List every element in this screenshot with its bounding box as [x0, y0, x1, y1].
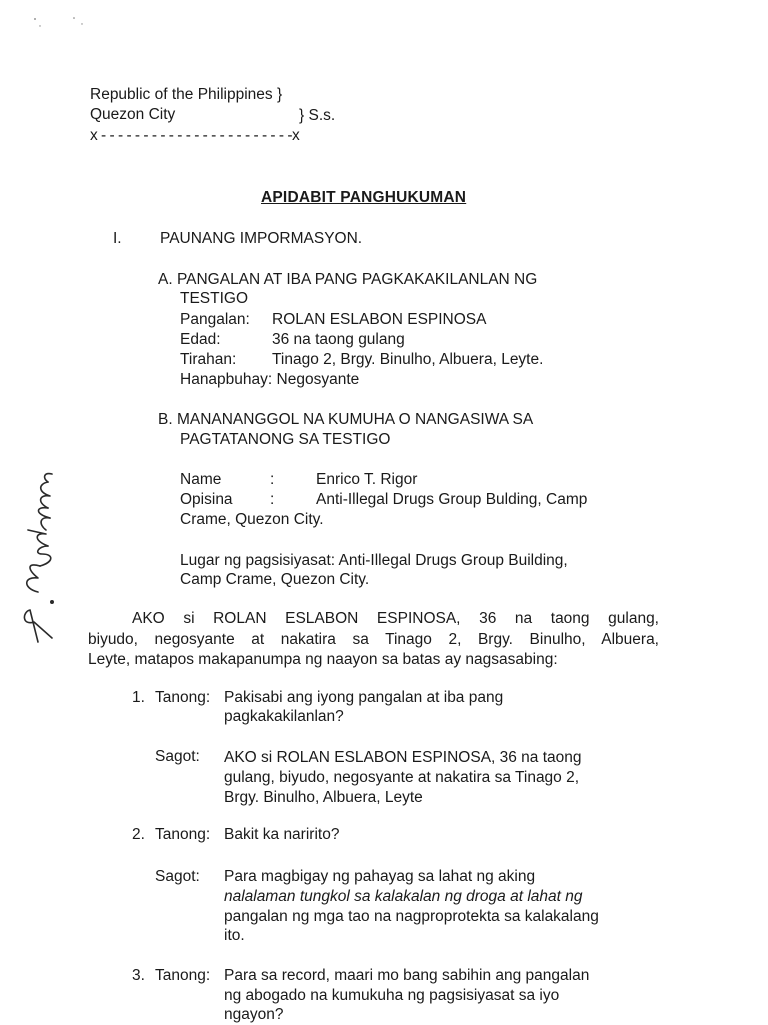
header-separator: x - - - - - - - - - - - - - - - - - - - - - - -x — [90, 127, 300, 144]
qa-2-question-label: Tanong: — [155, 826, 211, 843]
qa-1-answer-line-3: Brgy. Binulho, Albuera, Leyte — [224, 789, 423, 806]
qa-2-answer-line-1: Para magbigay ng pahayag sa lahat ng aking — [224, 868, 536, 885]
section-b-heading: B. MANANANGGOL NA KUMUHA O NANGASIWA SA — [158, 411, 534, 428]
investigation-place-cont: Camp Crame, Quezon City. — [180, 571, 370, 588]
lawyer-office-colon: : — [270, 491, 275, 508]
intro-line-2: biyudo, negosyante at nakatira sa Tinago 2, Brgy. Binulho, Albuera, — [88, 631, 659, 648]
header-jurisdiction-line: Republic of the Philippines } — [90, 86, 283, 103]
field-label-address: Tirahan: — [180, 351, 237, 368]
header-city: Quezon City — [90, 106, 176, 123]
field-label-name: Pangalan: — [180, 311, 250, 328]
intro-line-1: AKO si ROLAN ESLABON ESPINOSA, 36 na taong gulang, — [132, 610, 659, 627]
document-title: APIDABIT PANGHUKUMAN — [261, 189, 467, 206]
investigation-place: Lugar ng pagsisiyasat: Anti-Illegal Drugs Group Building, — [180, 552, 568, 569]
lawyer-office-label: Opisina — [180, 491, 233, 508]
qa-2-question-line-1: Bakit ka naririto? — [224, 826, 340, 843]
field-value-age: 36 na taong gulang — [272, 331, 405, 348]
field-value-name: ROLAN ESLABON ESPINOSA — [272, 311, 487, 328]
qa-1-question-line-1: Pakisabi ang iyong pangalan at iba pang — [224, 689, 504, 706]
qa-2-answer-line-2: nalalaman tungkol sa kalakalan ng droga at lahat ng — [224, 888, 583, 905]
qa-1-answer-line-2: gulang, biyudo, negosyante at nakatira sa Tinago 2, — [224, 769, 580, 786]
qa-1-answer-line-1: AKO si ROLAN ESLABON ESPINOSA, 36 na taong — [224, 749, 582, 766]
intro-line-3: Leyte, matapos makapanumpa ng naayon sa batas ay nagsasabing: — [88, 651, 558, 668]
lawyer-office-cont: Crame, Quezon City. — [180, 511, 324, 528]
qa-3-question-line-3: ngayon? — [224, 1006, 284, 1023]
qa-2-answer-label: Sagot: — [155, 868, 200, 885]
section-b-heading-cont: PAGTATANONG SA TESTIGO — [180, 431, 391, 448]
lawyer-name-colon: : — [270, 471, 275, 488]
qa-3-number: 3. — [132, 967, 145, 984]
qa-1-question-line-2: pagkakakilanlan? — [224, 708, 344, 725]
qa-2-answer-line-4: ito. — [224, 927, 245, 944]
qa-3-question-label: Tanong: — [155, 967, 211, 984]
qa-2-number: 2. — [132, 826, 145, 843]
qa-3-question-line-1: Para sa record, maari mo bang sabihin ang pangalan — [224, 967, 590, 984]
qa-3-question-line-2: ng abogado na kumukuha ng pagsisiyasat sa iyo — [224, 987, 560, 1004]
field-occupation: Hanapbuhay: Negosyante — [180, 371, 360, 388]
scan-specks — [0, 0, 120, 40]
lawyer-name-label: Name — [180, 471, 222, 488]
lawyer-office-value: Anti-Illegal Drugs Group Bulding, Camp — [316, 491, 588, 508]
section-a-heading-cont: TESTIGO — [180, 290, 249, 307]
qa-1-number: 1. — [132, 689, 145, 706]
qa-1-question-label: Tanong: — [155, 689, 211, 706]
field-label-age: Edad: — [180, 331, 221, 348]
qa-1-answer-label: Sagot: — [155, 748, 200, 765]
handwritten-signature — [8, 470, 68, 650]
qa-2-answer-line-3: pangalan ng mga tao na nagproprotekta sa kalakalang — [224, 908, 599, 925]
field-value-address: Tinago 2, Brgy. Binulho, Albuera, Leyte. — [272, 351, 544, 368]
section-1-heading: PAUNANG IMPORMASYON. — [160, 230, 363, 247]
section-1-number: I. — [113, 230, 122, 247]
lawyer-name-value: Enrico T. Rigor — [316, 471, 418, 488]
header-ss: } S.s. — [299, 107, 336, 124]
section-a-heading: A. PANGALAN AT IBA PANG PAGKAKAKILANLAN NG — [158, 271, 538, 288]
